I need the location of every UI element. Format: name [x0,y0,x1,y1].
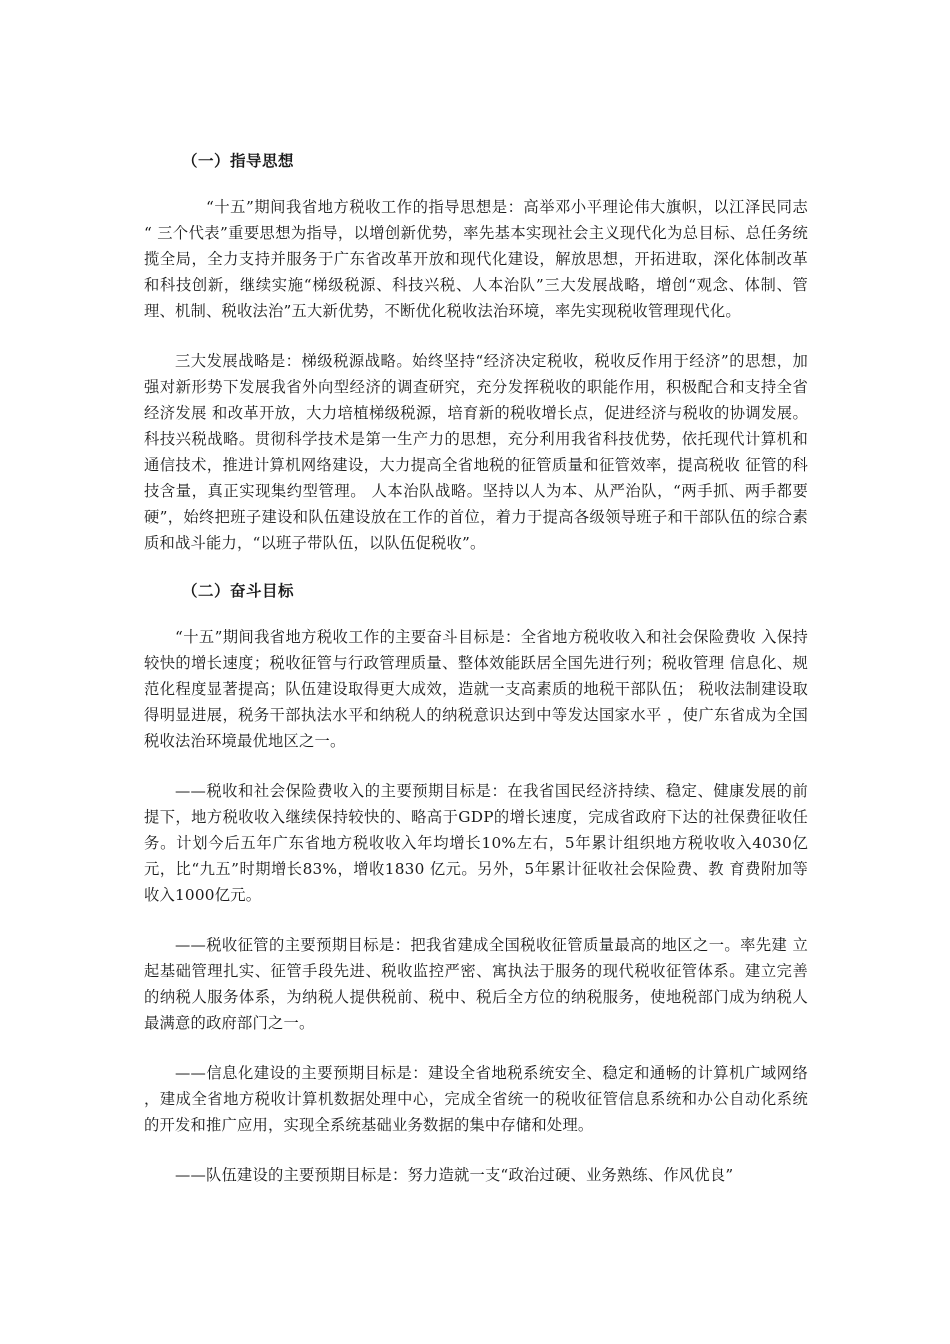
paragraph: 三大发展战略是：梯级税源战略。始终坚持“经济决定税收，税收反作用于经济”的思想，加强对新形势下发展我省外向型经济的调查研究，充分发挥税收的职能作用，积极配合和支持全省经济发展 和改革开放，大力培植梯级税源，培育新的税收增长点，促进经济与税收的协调发展。 科技兴税战略。贯彻科学技术是第一生产力的思想，充分利用我省科技优势，依托现代计算机和通信技术，推进计算机网络建设，大力提高全省地税的征管质量和征管效率，提高税收 征管的科技含量，真正实现集约型管理。 人本治队战略。坚持以人为本、从严治队，“两手抓、两手都要硬”，始终把班子建设和队伍建设放在工作的首位，着力于提高各级领导班子和干部队伍的综合素质和战斗能力，“以班子带队伍，以队伍促税收”。 [144,352,808,552]
paragraph: ——税收和社会保险费收入的主要预期目标是：在我省国民经济持续、稳定、健康发展的前提下，地方税收收入继续保持较快的、略高于GDP的增长速度，完成省政府下达的社保费征收任务。计划今后五年广东省地方税收收入年均增长10%左右，5年累计组织地方税收收入4030亿元，比“九五”时期增长83%，增收1830 亿元。另外，5年累计征收社会保险费、教 育费附加等收入1000亿元。 [144,782,808,904]
document-body [144,148,808,1212]
section-heading-goals: （二）奋斗目标 [182,582,295,600]
paragraph: ——信息化建设的主要预期目标是：建设全省地税系统安全、稳定和通畅的计算机广域网络 ，建成全省地方税收计算机数据处理中心，完成全省统一的税收征管信息系统和办公自动化系统的开发和推广应用，实现全系统基础业务数据的集中存储和处理。 [144,1064,808,1134]
paragraph: “十五”期间我省地方税收工作的指导思想是：高举邓小平理论伟大旗帜，以江泽民同志 “ 三个代表”重要思想为指导，以增创新优势，率先基本实现社会主义现代化为总目标、总任务统揽全局，全力支持并服务于广东省改革开放和现代化建设，解放思想，开拓进取，深化体制改革和科技创新，继续实施“梯级税源、科技兴税、人本治队”三大发展战略，增创“观念、体制、管理、机制、税收法治”五大新优势，不断优化税收法治环境，率先实现税收管理现代化。 [144,198,808,320]
paragraph: ——队伍建设的主要预期目标是：努力造就一支“政治过硬、业务熟练、作风优良” [175,1166,734,1184]
paragraph: “十五”期间我省地方税收工作的主要奋斗目标是：全省地方税收收入和社会保险费收 入保持较快的增长速度；税收征管与行政管理质量、整体效能跃居全国先进行列；税收管理 信息化、规范化程度显著提高；队伍建设取得更大成效，造就一支高素质的地税干部队伍； 税收法制建设取得明显进展，税务干部执法水平和纳税人的纳税意识达到中等发达国家水平 ，使广东省成为全国税收法治环境最优地区之一。 [144,628,808,750]
paragraph: ——税收征管的主要预期目标是：把我省建成全国税收征管质量最高的地区之一。率先建 立起基础管理扎实、征管手段先进、税收监控严密、寓执法于服务的现代税收征管体系。建立完善的纳税人服务体系，为纳税人提供税前、税中、税后全方位的纳税服务，使地税部门成为纳税人最满意的政府部门之一。 [144,936,808,1032]
section-heading-guiding-ideology: （一）指导思想 [182,152,295,170]
